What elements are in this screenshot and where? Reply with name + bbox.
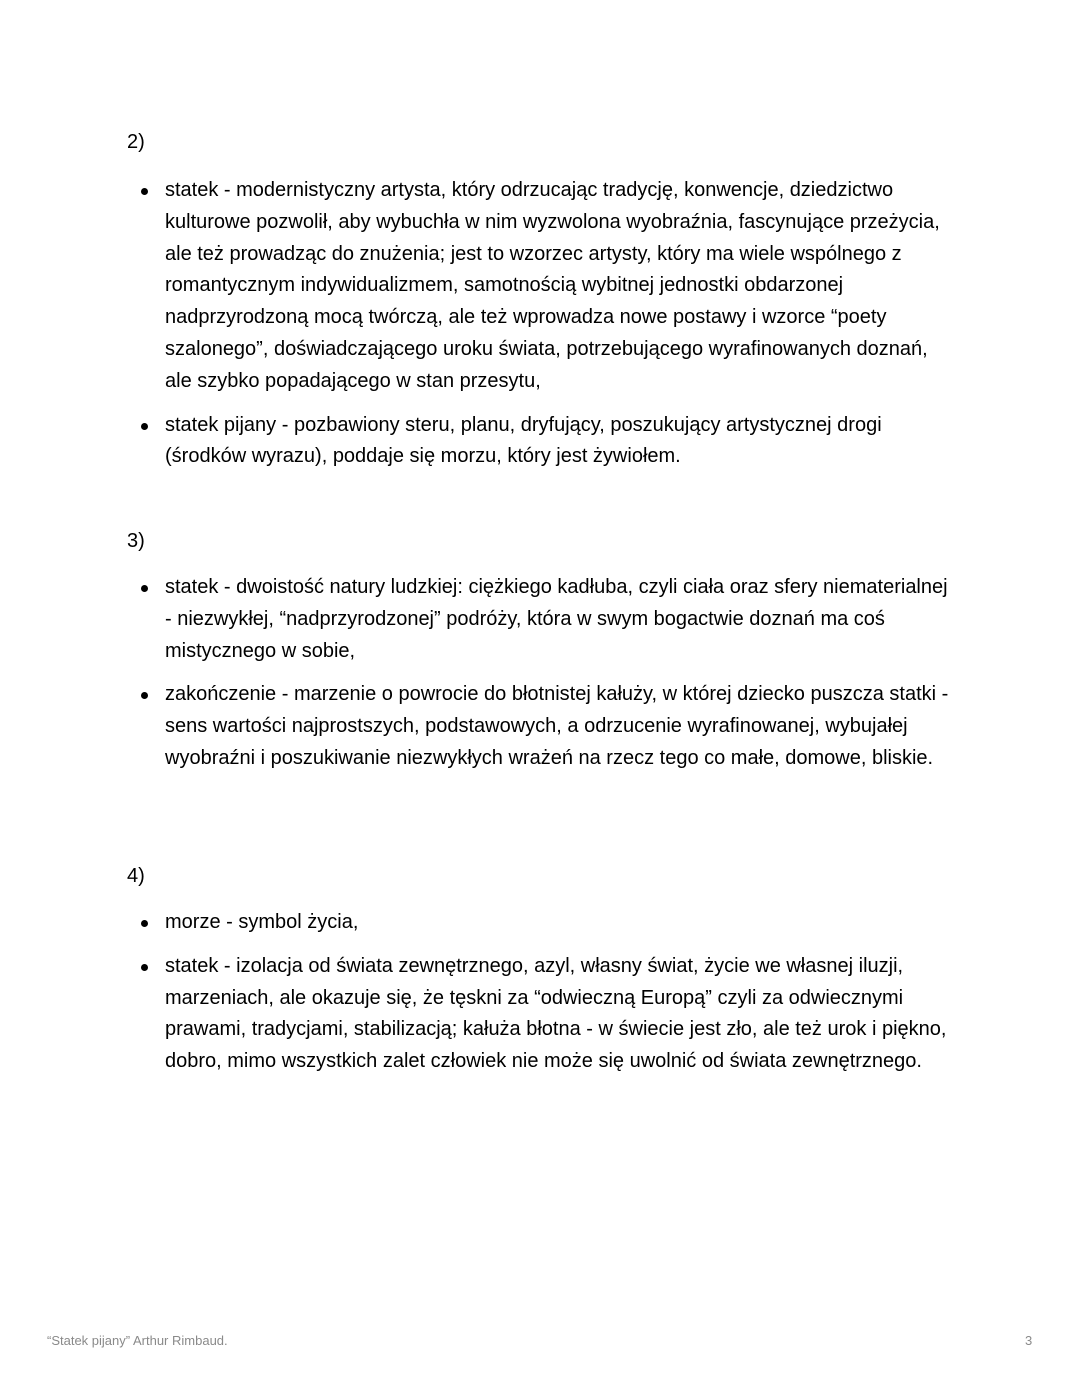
list-item — [127, 951, 957, 1078]
section-2 — [127, 130, 957, 473]
section-3 — [127, 529, 957, 775]
bullet-icon — [141, 964, 148, 971]
list-item — [127, 907, 957, 939]
section-4 — [127, 864, 957, 1078]
bullet-list — [127, 907, 957, 1078]
section-number: 4) — [127, 865, 145, 887]
list-item-text: zakończenie - marzenie o powrocie do błotnistej kałuży, w której dziecko puszcza statki - sens wartości najprostszych, podstawowych, a odrzucenie wyrafinowanej, wybujałej wyobraźni i poszukiwanie niezwykłych wrażeń na rzecz tego co małe, domowe, bliskie. — [165, 683, 949, 769]
list-item — [127, 572, 957, 667]
list-item-text: statek pijany - pozbawiony steru, planu, dryfujący, poszukujący artystycznej drogi (środków wyrazu), poddaje się morzu, który jest żywiołem. — [165, 413, 882, 468]
footer-page-number: 3 — [1025, 1333, 1033, 1348]
bullet-list — [127, 175, 957, 473]
list-item — [127, 175, 957, 398]
bullet-icon — [141, 585, 148, 592]
list-item — [127, 679, 957, 774]
bullet-icon — [141, 692, 148, 699]
list-item — [127, 410, 957, 474]
list-item-text: statek - modernistyczny artysta, który odrzucając tradycję, konwencje, dziedzictwo kulturowe pozwolił, aby wybuchła w nim wyzwolona wyobraźnia, fascynujące przeżycia, ale też prowadząc do znużenia; jest to wzorzec artysty, który ma wiele wspólnego z romantycznym indywidualizmem, samotnością wybitnej jednostki obdarzonej nadprzyrodzoną mocą twórczą, ale też wprowadza nowe postawy i wzorce “poety szalonego”, doświadczającego uroku świata, potrzebującego wyrafinowanych doznań, ale szybko popadającego w stan przesytu, — [165, 179, 940, 392]
list-item-text: statek - izolacja od świata zewnętrznego, azyl, własny świat, życie we własnej iluzji, marzeniach, ale okazuje się, że tęskni za “odwieczną Europą” czyli za odwiecznymi prawami, tradycjami, stabilizacją; kałuża błotna - w świecie jest zło, ale też urok i piękno, dobro, mimo wszystkich zalet człowiek nie może się uwolnić od świata zewnętrznego. — [165, 954, 947, 1073]
bullet-icon — [141, 188, 148, 195]
bullet-list — [127, 572, 957, 775]
list-item-text: morze - symbol życia, — [165, 911, 359, 933]
section-number: 3) — [127, 530, 145, 552]
footer-document-title: “Statek pijany” Arthur Rimbaud. — [47, 1333, 228, 1348]
section-number: 2) — [127, 131, 145, 153]
bullet-icon — [141, 920, 148, 927]
list-item-text: statek - dwoistość natury ludzkiej: ciężkiego kadłuba, czyli ciała oraz sfery niematerialnej - niezwykłej, “nadprzyrodzonej” podróży, która w swym bogactwie doznań ma coś mistycznego w sobie, — [165, 576, 948, 662]
bullet-icon — [141, 423, 148, 430]
